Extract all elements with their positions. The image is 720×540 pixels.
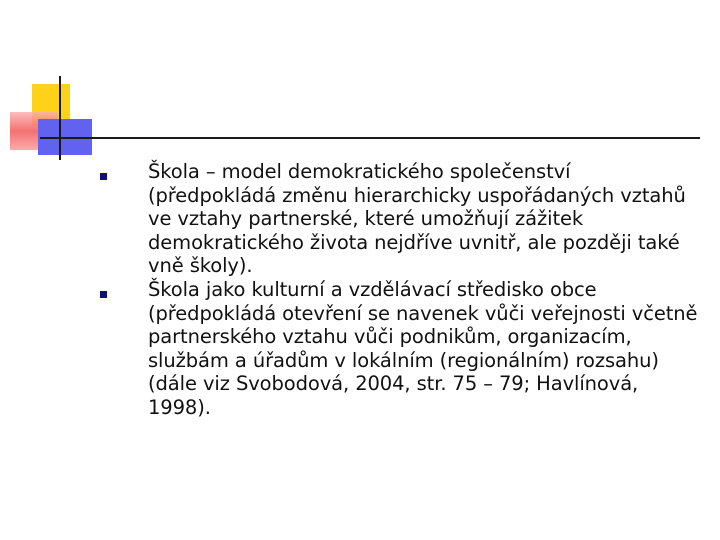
decorative-vertical-line	[59, 76, 61, 160]
bullet-item-2	[100, 278, 700, 420]
bullet-list	[100, 160, 700, 420]
bullet-item-1	[100, 160, 700, 278]
title-divider-line	[40, 137, 700, 139]
square-bullet-icon	[100, 173, 107, 180]
bullet-text: Škola – model demokratického společenství (předpokládá změnu hierarchicky uspořádaných vztahů ve vztahy partnerské, které umožňují zážitek demokratického života nejdříve uvnitř, ale později také vně školy).	[148, 160, 686, 278]
square-bullet-icon	[100, 291, 107, 298]
bullet-text: Škola jako kulturní a vzdělávací středisko obce (předpokládá otevření se navenek vůči veřejnosti včetně partnerského vztahu vůči podnikům, organizacím, službám a úřadům v lokálním (regionálním) rozsahu) (dále viz Svobodová, 2004, str. 75 – 79; Havlínová, 1998).	[148, 277, 698, 419]
